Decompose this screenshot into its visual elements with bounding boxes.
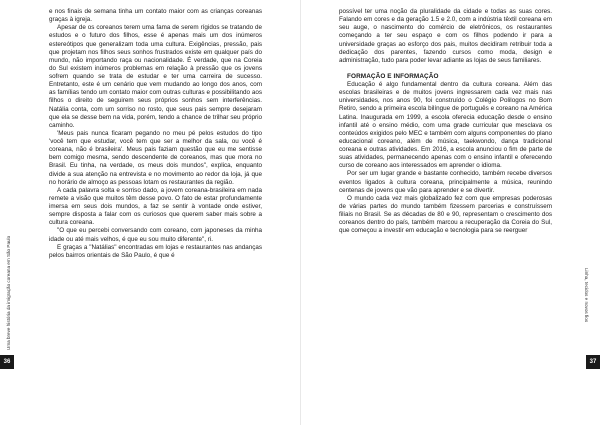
right-paragraph: Educação é algo fundamental dentro da cultura coreana. Além das escolas brasileiras e de muitos jovens ingressarem cada vez mais nas universidades, nos anos 90, foi construído o Colégio Polilogos no Bom Retiro, sendo a primeira escola bilíngue de português e coreano na América Latina. Inaugurada em 1999, a escola oferecia educação desde o ensino infantil até o ensino médio, com uma grade curricular que mesclava os conteúdos exigidos pelo MEC e também com alguns componentes do plano educacional coreano, além de música, taekwondo, dança tradicional coreana e outras atividades. Em 2016, a escola anunciou o fim de parte de suas atividades, permanecendo apenas com o ensino infantil e oferecendo curso de coreano aos interessados em aprender o idioma. [339,81,552,170]
left-page-number: 36 [0,355,14,369]
right-opening-paragraph: possível ter uma noção da pluralidade da cidade e todas as suas cores. Falando em cores e da geração 1.5 e 2.0, com a indústria têxtil coreana em seu auge, o nascimento do comércio de eletrônicos, os restaurantes começando a ter seu espaço e com os filhos podendo ir para a universidade graças ao esforço dos pais, muitos decidiram retribuir toda a dedicação dos parentes, fazendo cursos como moda, design e administração, tudo para poder levar adiante as lojas de seus familiares. [339,8,552,64]
left-running-header: Uma breve história da imigração coreana em São Paulo [6,235,11,350]
left-paragraph: "O que eu percebi conversando com coreano, com japoneses da minha idade ou até mais velhos, é que eu sou muito diferente", ri. [49,227,262,243]
section-title: FORMAÇÃO E INFORMAÇÃO [347,72,439,80]
right-paragraph: Por ser um lugar grande e bastante conhecido, também recebe diversos eventos ligados à cultura coreana, principalmente a música, reunindo centenas de jovens que vão para aprender e se divertir. [339,170,552,194]
left-paragraph: Apesar de os coreanos terem uma fama de serem rígidos se tratando de estudos e o futuro dos filhos, esse é apenas mais um dos inúmeros estereótipos que generalizam toda uma cultura. Exigências, pressão, pais que projetam nos filhos seus sonhos frustrados existe em qualquer país do mundo, não importando raça ou nacionalidade. É verdade, que na Coreia do Sul existem inúmeros problemas em relação à pressão que os jovens sofrem quando se trata de estudar e ter uma carreira de sucesso. Entretanto, este é um cenário que vem mudando ao longo dos anos, com as famílias tendo um contato maior com outras culturas e possibilitando aos filhos o direito de seguirem seus próprios sonhos sem interferências. Natália conta, com um sorriso no rosto, que seus pais sempre desejaram que ela se desse bem na vida, porém, tendo a chance de trilhar seu próprio caminho. [49,24,262,129]
left-paragraph: 'Meus pais nunca ficaram pegando no meu pé pelos estudos do tipo 'você tem que estudar, você tem que ser a melhor da sala, ou você é coreana, não é brasileira'. Meus pais faziam questão que eu me sentisse bem comigo mesma, sendo descendente de coreanos, mas que mora no Brasil. Eu tinha, na verdade, os meus dois mundos", explica, enquanto divide a sua atenção na entrevista e no movimento ao redor da loja, já que no horário de almoço as pessoas lotam os restaurantes da região. [49,129,262,186]
right-running-header: Linha, tecidos e novos fios [584,268,589,323]
left-paragraph: E graças a "Natálias" encontradas em lojas e restaurantes nas andanças pelos bairros orientais de São Paulo, é que é [49,243,262,259]
page-gutter [300,0,301,425]
left-paragraph: A cada palavra solta e sorriso dado, a jovem coreana-brasileira em nada remete a visão que muitos têm desse povo. O fato de estar profundamente imersa em seus dois mundos, a faz se sentir à vontade onde estiver, sempre disposta a falar com os curiosos que querem saber mais sobre a cultura coreana. [49,186,262,227]
right-page-number: 37 [586,355,600,369]
section-spacer [339,65,552,73]
left-page-text-column [49,8,262,260]
left-paragraph: e nos finais de semana tinha um contato maior com as crianças coreanas graças à igreja. [49,8,262,24]
right-page-text-column [339,8,552,235]
right-paragraph: O mundo cada vez mais globalizado fez com que empresas poderosas de várias partes do mundo também fizessem parcerias e construíssem filiais no Brasil. Se as décadas de 80 e 90, representam o crescimento dos coreanos dentro do país, também marcou a recuperação da Coreia do Sul, que começou a investir em educação e tecnologia para se reerguer [339,194,552,235]
